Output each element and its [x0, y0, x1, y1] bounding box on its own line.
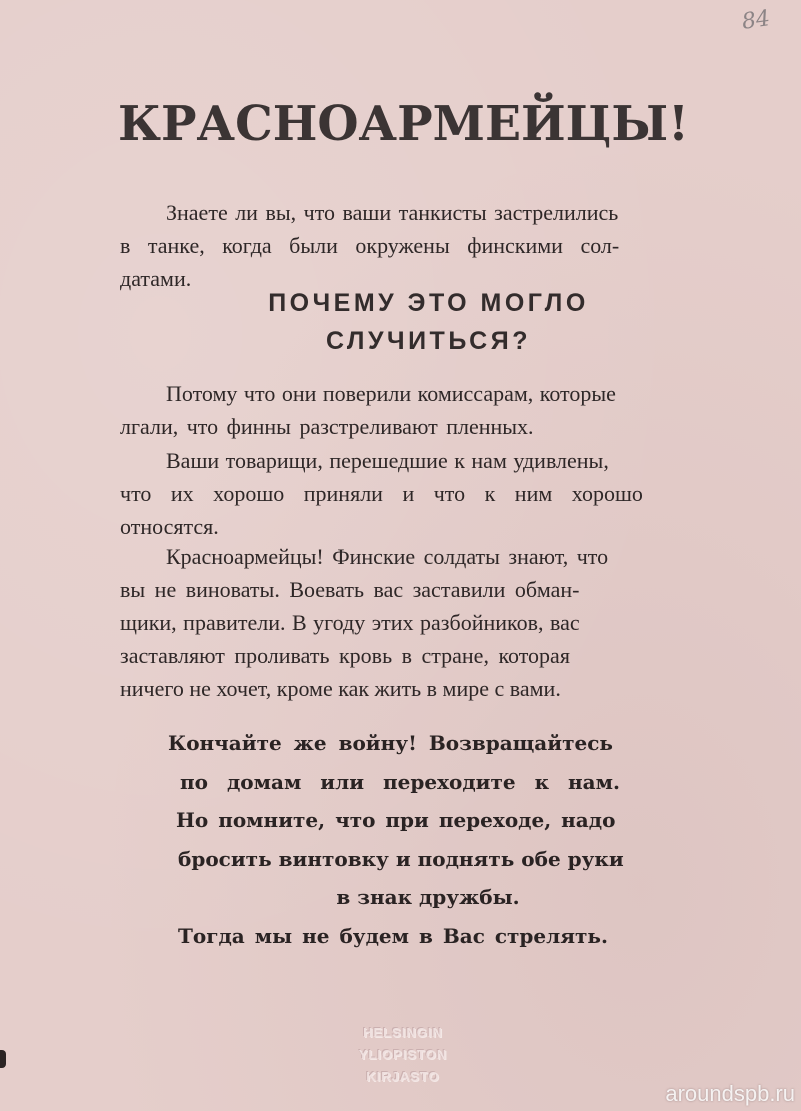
subheading-line-1: ПОЧЕМУ ЭТО МОГЛО: [268, 289, 589, 317]
paragraph-3-line-4: заставляют проливать кровь в стране, которая: [120, 643, 570, 668]
paragraph-2-line-3: относятся.: [120, 514, 219, 539]
paragraph-1: [120, 377, 737, 443]
subheading-line-2: СЛУЧИТЬСЯ?: [326, 327, 531, 355]
library-stamp: [338, 1022, 468, 1088]
appeal-line-2: по домам или переходите к нам.: [180, 769, 620, 794]
subheading: [120, 284, 737, 360]
handwritten-page-number: 84: [740, 6, 772, 35]
site-watermark: aroundspb.ru: [665, 1081, 795, 1106]
binding-hole: [0, 1050, 6, 1068]
main-title: КРАСНОАРМЕЙЦЫ!: [118, 96, 689, 152]
appeal-line-5: в знак дружбы.: [336, 885, 520, 909]
appeal-line-6: Тогда мы не будем в Вас стрелять.: [178, 923, 608, 948]
paragraph-3-line-1: Красноармейцы! Финские солдаты знают, что: [166, 544, 609, 569]
paragraph-3-line-2: вы не виноваты. Воевать вас заставили обман-: [120, 577, 580, 602]
stamp-line-3: KIRJASTO: [366, 1069, 440, 1084]
appeal-line-1: Кончайте же войну! Возвращайтесь: [168, 731, 613, 755]
intro-line-2: в танке, когда были окружены финскими сол-: [120, 233, 620, 258]
appeal-line-4: бросить винтовку и поднять обе руки: [178, 846, 624, 871]
intro-line-3: датами.: [120, 266, 192, 291]
stamp-line-2: YLIOPISTON: [358, 1047, 448, 1062]
paragraph-1-line-1: Потому что они поверили комиссарам, которые: [166, 381, 616, 406]
paragraph-3-line-5: ничего не хочет, кроме как жить в мире с вами.: [120, 676, 561, 701]
paragraph-2: [120, 444, 737, 543]
paragraph-3-line-3: щики, правители. В угоду этих разбойников, вас: [120, 610, 580, 635]
paragraph-3: [120, 540, 737, 705]
intro-line-1: Знаете ли вы, что ваши танкисты застрелились: [166, 200, 619, 225]
appeal-block: [168, 724, 688, 955]
paragraph-2-line-1: Ваши товарищи, перешедшие к нам удивлены,: [166, 448, 609, 473]
appeal-line-3: Но помните, что при переходе, надо: [176, 808, 616, 832]
intro-paragraph: [120, 196, 737, 295]
paragraph-1-line-2: лгали, что финны разстреливают пленных.: [120, 414, 534, 439]
paragraph-2-line-2: что их хорошо приняли и что к ним хорошо: [120, 481, 643, 506]
stamp-line-1: HELSINGIN: [363, 1025, 443, 1040]
